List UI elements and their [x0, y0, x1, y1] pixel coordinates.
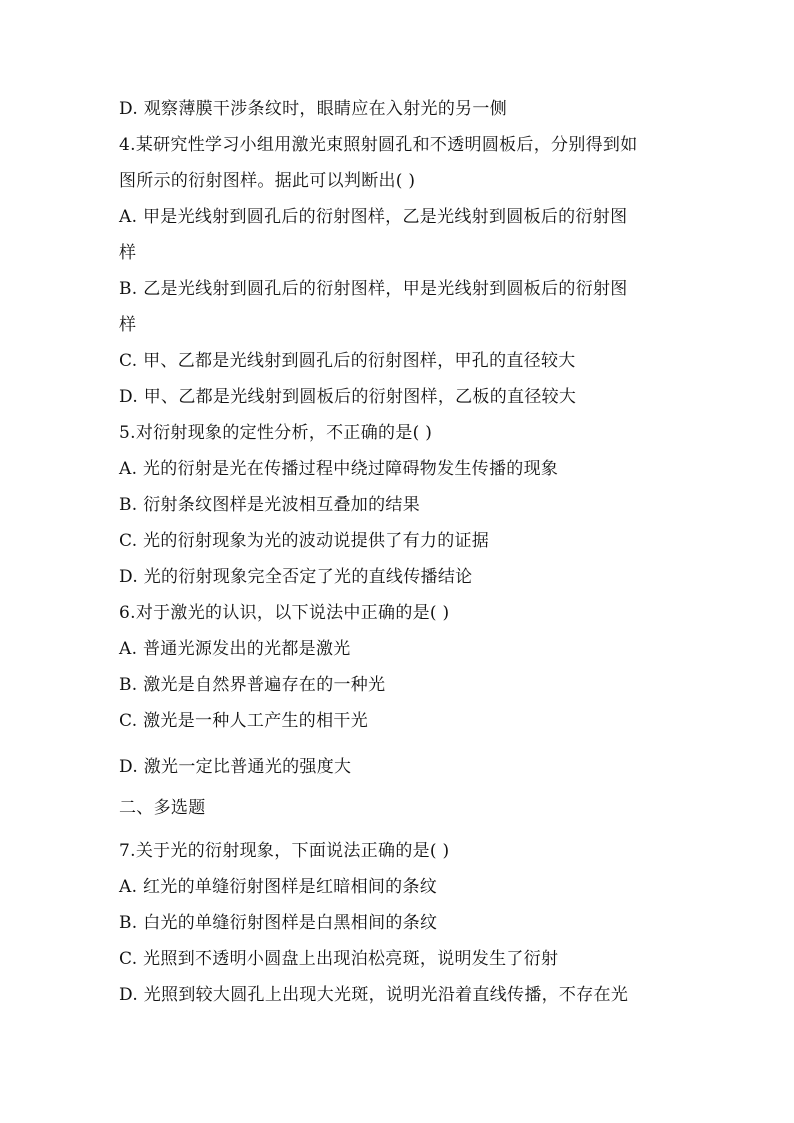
option-4-c: C. 甲、乙都是光线射到圆孔后的衍射图样，甲孔的直径较大 [119, 351, 576, 371]
option-4-b-cont: 样 [119, 315, 137, 335]
option-7-d: D. 光照到较大圆孔上出现大光斑，说明光沿着直线传播，不存在光 [119, 985, 629, 1005]
option-6-d: D. 激光一定比普通光的强度大 [119, 757, 352, 777]
option-5-d: D. 光的衍射现象完全否定了光的直线传播结论 [119, 567, 473, 587]
option-5-a: A. 光的衍射是光在传播过程中绕过障碍物发生传播的现象 [119, 459, 559, 479]
option-7-b: B. 白光的单缝衍射图样是白黑相间的条纹 [119, 913, 438, 933]
option-6-c: C. 激光是一种人工产生的相干光 [119, 711, 369, 731]
question-6-stem: 6.对于激光的认识，以下说法中正确的是( ) [119, 603, 450, 623]
option-5-c: C. 光的衍射现象为光的波动说提供了有力的证据 [119, 531, 490, 551]
question-5-stem: 5.对衍射现象的定性分析，不正确的是( ) [119, 423, 433, 443]
option-3-d: D. 观察薄膜干涉条纹时，眼睛应在入射光的另一侧 [119, 99, 508, 119]
option-4-a-cont: 样 [119, 243, 137, 263]
option-5-b: B. 衍射条纹图样是光波相互叠加的结果 [119, 495, 420, 515]
option-4-b: B. 乙是光线射到圆孔后的衍射图样，甲是光线射到圆板后的衍射图 [119, 279, 628, 299]
option-7-a: A. 红光的单缝衍射图样是红暗相间的条纹 [119, 877, 438, 897]
option-7-c: C. 光照到不透明小圆盘上出现泊松亮斑，说明发生了衍射 [119, 949, 559, 969]
option-4-d: D. 甲、乙都是光线射到圆板后的衍射图样，乙板的直径较大 [119, 387, 577, 407]
option-6-a: A. 普通光源发出的光都是激光 [119, 639, 351, 659]
option-6-b: B. 激光是自然界普遍存在的一种光 [119, 675, 386, 695]
question-4-stem-1: 4.某研究性学习小组用激光束照射圆孔和不透明圆板后，分别得到如 [119, 135, 638, 155]
option-4-a: A. 甲是光线射到圆孔后的衍射图样，乙是光线射到圆板后的衍射图 [119, 207, 628, 227]
question-4-stem-2: 图所示的衍射图样。据此可以判断出( ) [119, 171, 416, 191]
section-heading-multi-choice: 二、多选题 [119, 798, 206, 818]
question-7-stem: 7.关于光的衍射现象，下面说法正确的是( ) [119, 841, 450, 861]
